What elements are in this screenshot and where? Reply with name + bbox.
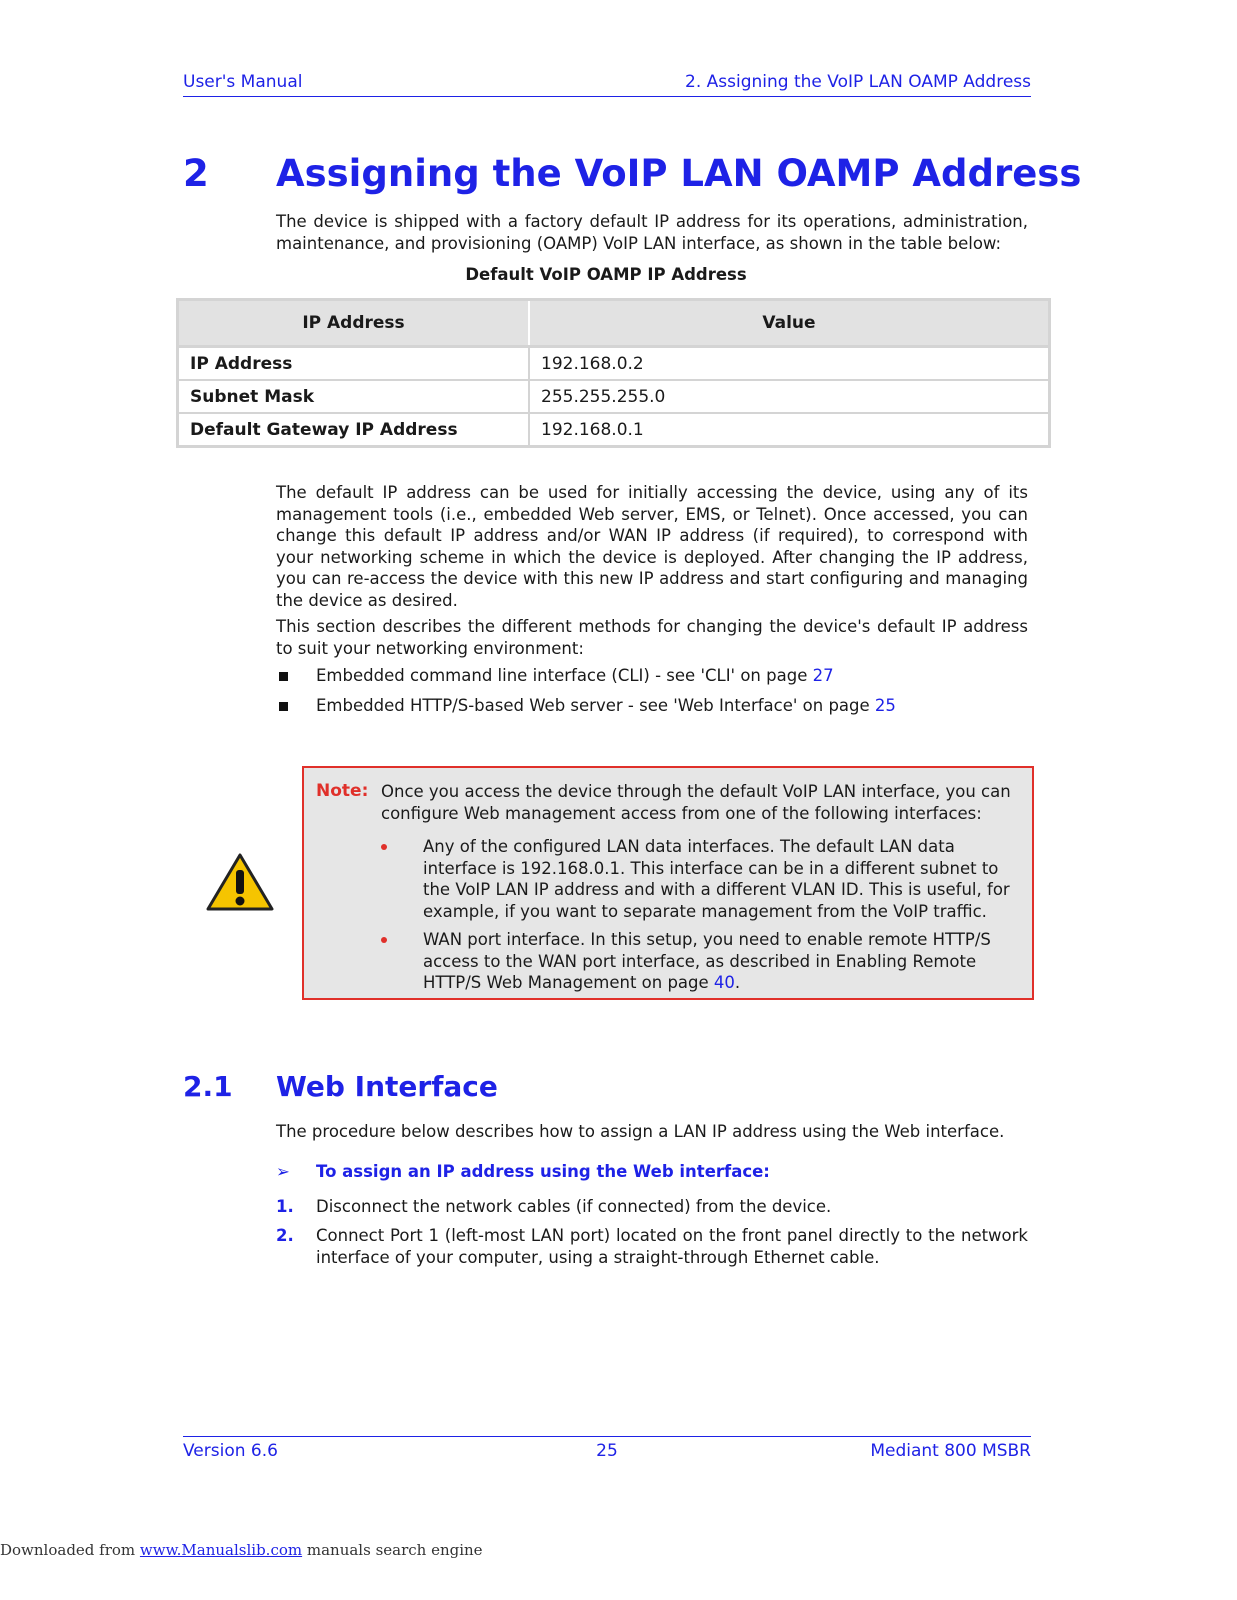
note-box <box>302 766 1034 1000</box>
page-header <box>183 70 1031 97</box>
step-text: Disconnect the network cables (if connected) from the device. <box>316 1197 832 1216</box>
round-bullet-icon <box>381 844 387 850</box>
page-footer <box>183 1436 1031 1465</box>
list-item-text: Embedded command line interface (CLI) - see 'CLI' on page <box>316 666 813 685</box>
page-link[interactable]: 40 <box>713 973 735 992</box>
section-title: Web Interface <box>276 1070 498 1103</box>
body-paragraph: The default IP address can be used for initially accessing the device, using any of its management tools (i.e., embedded Web server, EMS, or Telnet). Once accessed, you can change this default IP address and/or WAN IP address (if required), to correspond with your networking scheme in which the device is deployed. After changing the IP address, you can re-access the device with this new IP address and start configuring and managing the device as desired. <box>276 483 1028 610</box>
table-caption: Default VoIP OAMP IP Address <box>465 265 747 284</box>
list-item-text: Embedded HTTP/S-based Web server - see 'Web Interface' on page <box>316 696 875 715</box>
table-header-cell: Value <box>529 300 1050 347</box>
body-paragraph: This section describes the different methods for changing the device's default IP address to suit your networking environment: <box>276 617 1028 658</box>
footer-page-number: 25 <box>596 1441 618 1461</box>
download-prefix: Downloaded from <box>0 1541 140 1559</box>
note-item-text: WAN port interface. In this setup, you need to enable remote HTTP/S access to the WAN port interface, as described in Enabling Remote HTTP/S Web Management on page <box>423 930 991 992</box>
download-suffix: manuals search engine <box>302 1541 483 1559</box>
chapter-title: Assigning the VoIP LAN OAMP Address <box>276 152 1082 195</box>
chapter-number: 2 <box>183 152 209 195</box>
table-row <box>178 380 1050 413</box>
footer-version: Version 6.6 <box>183 1441 278 1461</box>
table-cell-key: Subnet Mask <box>178 380 530 413</box>
footer-product: Mediant 800 MSBR <box>870 1441 1031 1461</box>
table-cell-value: 192.168.0.2 <box>529 347 1050 381</box>
page-link[interactable]: 27 <box>812 666 834 685</box>
manualslib-link[interactable]: www.Manualslib.com <box>139 1541 303 1559</box>
table-cell-key: IP Address <box>178 347 530 381</box>
table-header-cell: IP Address <box>178 300 530 347</box>
note-item-text: Any of the configured LAN data interfaces. The default LAN data interface is 192.168.0.1. This interface can be in a different subnet to the VoIP LAN IP address and with a different VLAN ID. This is useful, for example, if you want to separate management from the VoIP traffic. <box>423 837 1010 921</box>
chapter-intro: The device is shipped with a factory default IP address for its operations, administration, maintenance, and provisioning (OAMP) VoIP LAN interface, as shown in the table below: <box>276 212 1028 253</box>
download-notice <box>0 1541 483 1559</box>
square-bullet-icon <box>279 672 288 681</box>
warning-icon <box>206 852 274 912</box>
table-cell-value: 192.168.0.1 <box>529 413 1050 447</box>
step-number: 2. <box>276 1226 294 1245</box>
table-cell-value: 255.255.255.0 <box>529 380 1050 413</box>
procedure-title: To assign an IP address using the Web interface: <box>316 1162 770 1181</box>
table-row <box>178 413 1050 447</box>
section-intro: The procedure below describes how to assign a LAN IP address using the Web interface. <box>276 1122 1005 1141</box>
header-left: User's Manual <box>183 72 303 92</box>
round-bullet-icon <box>381 937 387 943</box>
ip-address-table <box>176 298 1051 448</box>
step-number: 1. <box>276 1197 294 1216</box>
arrow-right-icon: ➢ <box>276 1162 290 1181</box>
note-item-tail: . <box>734 973 741 992</box>
note-text: Once you access the device through the default VoIP LAN interface, you can configure Web management access from one of the following interfaces: <box>381 782 1011 823</box>
square-bullet-icon <box>279 702 288 711</box>
note-label: Note: <box>316 781 369 801</box>
step-text: Connect Port 1 (left-most LAN port) located on the front panel directly to the network interface of your computer, using a straight-through Ethernet cable. <box>316 1226 1028 1267</box>
header-right: 2. Assigning the VoIP LAN OAMP Address <box>685 72 1031 92</box>
section-number: 2.1 <box>183 1070 233 1103</box>
table-header-row <box>178 300 1050 347</box>
page-link[interactable]: 25 <box>874 696 896 715</box>
table-row <box>178 347 1050 381</box>
table-cell-key: Default Gateway IP Address <box>178 413 530 447</box>
